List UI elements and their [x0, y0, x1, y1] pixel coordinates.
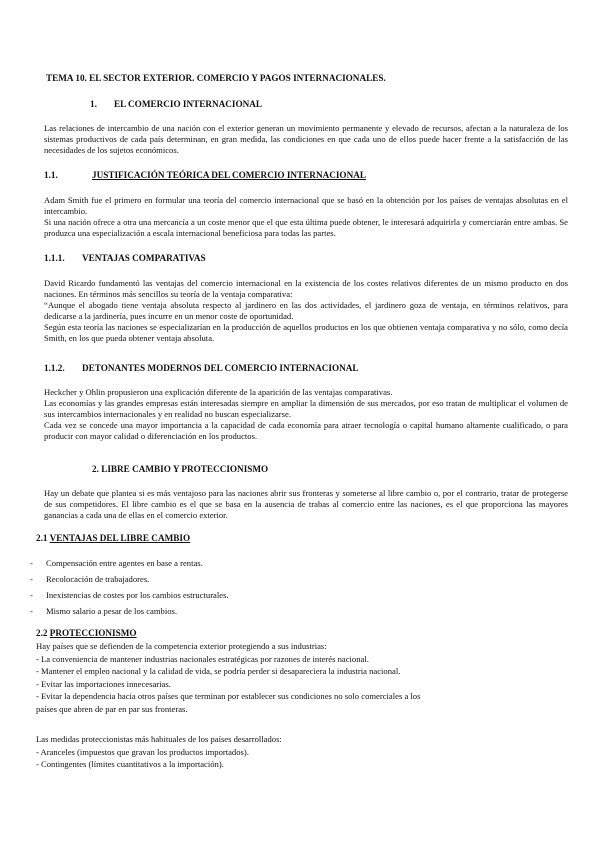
section-1-1-2-text	[44, 387, 568, 442]
section-1-1-1-number: 1.1.1.	[44, 253, 65, 263]
section-1-1-number: 1.1.	[44, 170, 58, 180]
list-item: - Evitar las importaciones innecesarias.	[36, 678, 171, 689]
paragraph: Cada vez se concede una mayor importancia a la capacidad de cada economía para atraer tecnología o capital humano altamente cualificado, o para producir con mayor calidad o diferenciación en los productos.	[44, 420, 568, 441]
list-item: - Aranceles (impuestos que gravan los productos importados).	[36, 746, 249, 757]
bullet-dash: -	[30, 590, 33, 600]
list-item	[30, 590, 229, 601]
list-item: - La conveniencia de mantener industrias nacionales estratégicas por razones de interés nacional.	[36, 653, 369, 664]
list-item	[30, 606, 177, 617]
list-item: países que abren de par en par sus fronteras.	[36, 703, 188, 714]
list-item: - Mantener el empleo nacional y la calidad de vida, se podría perder si desapareciera la industria nacional.	[36, 666, 401, 676]
paragraph: Las medidas proteccionistas más habituales de los países desarrollados:	[36, 734, 282, 744]
bullet-dash: -	[30, 558, 33, 568]
section-1-1-1-text	[44, 278, 568, 344]
paragraph: Si una nación ofrece a otra una mercancía a un coste menor que el que esta última puede obtener, le interesará adquirirla y comerciarán entre ambas. Se produzca una especialización a escala internacional beneficiosa para todas las partes.	[44, 217, 568, 238]
section-1-number: 1.	[90, 99, 97, 109]
section-2-1-heading	[36, 533, 190, 544]
paragraph: “Aunque el abogado tiene ventaja absoluta respecto al jardinero en las dos actividades, el jardinero goza de ventaja, en términos relativos, para dedicarse a la jardinería, pues incurre en un menor coste de oportunidad.	[44, 300, 568, 321]
section-2-2-heading	[36, 628, 137, 639]
section-1-1-2-title: DETONANTES MODERNOS DEL COMERCIO INTERNACIONAL	[82, 363, 359, 373]
section-1-1-text	[44, 195, 568, 239]
list-item-text: Compensación entre agentes en base a rentas.	[46, 558, 203, 568]
section-1-title: EL COMERCIO INTERNACIONAL	[114, 99, 263, 109]
section-2-1-number: 2.1	[36, 533, 48, 543]
section-2-2-text	[36, 640, 568, 715]
paragraph: Según esta teoría las naciones se especializarían en la producción de aquellos productos en los que obtienen ventaja comparativa y no sólo, como decía Smith, en los que pueda obtener ventaja absoluta.	[44, 322, 568, 343]
section-2-2-number: 2.2	[36, 628, 48, 638]
list-item-text: Recolocación de trabajadores.	[46, 574, 150, 584]
section-1-1-1-heading	[44, 253, 206, 264]
list-item: - Evitar la dependencia hacia otros países que terminan por establecer sus condiciones no solo comerciales a los	[36, 691, 421, 701]
intro-paragraph: Las relaciones de intercambio de una nación con el exterior generan un movimiento permanente y elevado de recursos, afectan a la naturaleza de los sistemas productivos de cada país determinan, en gran medida, las condiciones en que cada uno de ellos puede hacer frente a la satisfacción de las necesidades de los sujetos económicos.	[44, 123, 568, 155]
section-2-heading: 2. LIBRE CAMBIO Y PROTECCIONISMO	[92, 464, 269, 474]
list-item	[30, 574, 149, 585]
paragraph: Hay países que se defienden de la competencia exterior protegiendo a sus industrias:	[36, 641, 327, 651]
protectionist-measures	[36, 733, 568, 771]
list-item-text: Inexistencias de costes por los cambios estructurales.	[46, 590, 229, 600]
bullet-dash: -	[30, 574, 33, 584]
paragraph: David Ricardo fundamentó las ventajas del comercio internacional en la existencia de los costes relativos diferentes de un mismo producto en dos naciones. En términos más sencillos su teoría de la ventaja comparativa:	[44, 278, 568, 299]
document-title: TEMA 10. EL SECTOR EXTERIOR. COMERCIO Y PAGOS INTERNACIONALES.	[46, 73, 386, 83]
section-2-2-title: PROTECCIONISMO	[49, 628, 137, 638]
section-1-1-title: JUSTIFICACIÓN TEÓRICA DEL COMERCIO INTERNACIONAL	[92, 170, 366, 180]
section-1-1-1-title: VENTAJAS COMPARATIVAS	[82, 253, 206, 263]
list-item	[30, 558, 203, 569]
paragraph: Heckcher y Ohlin propusieron una explicación diferente de la aparición de las ventajas comparativas.	[44, 387, 393, 397]
section-1-1-heading	[44, 170, 366, 181]
list-item-text: Mismo salario a pesar de los cambios.	[46, 606, 178, 616]
section-2-1-title: VENTAJAS DEL LIBRE CAMBIO	[49, 533, 191, 543]
list-item: - Contingentes (límites cuantitativos a la importación).	[36, 759, 224, 769]
paragraph: Adam Smith fue el primero en formular una teoría del comercio internacional que se basó en la obtención por los países de ventajas absolutas en el intercambio.	[44, 195, 568, 216]
section-1-1-2-heading	[44, 363, 359, 374]
section-1-heading	[90, 99, 262, 110]
paragraph: Las economías y las grandes empresas están interesadas siempre en ampliar la dimensión de sus mercados, por eso tratan de multiplicar el volumen de sus intercambios internacionales y en realidad no buscan especializarse.	[44, 398, 568, 419]
section-1-1-2-number: 1.1.2.	[44, 363, 65, 373]
bullet-dash: -	[30, 606, 33, 616]
section-2-paragraph: Hay un debate que plantea si es más ventajoso para las naciones abrir sus fronteras y someterse al libre cambio o, por el contrario, tratar de protegerse de sus competidores. El libre cambio es el que se basa en la ausencia de trabas al comercio entre las naciones, es el que proporciona las mayores ganancias a cada una de ellas en el comercio exterior.	[44, 488, 568, 520]
